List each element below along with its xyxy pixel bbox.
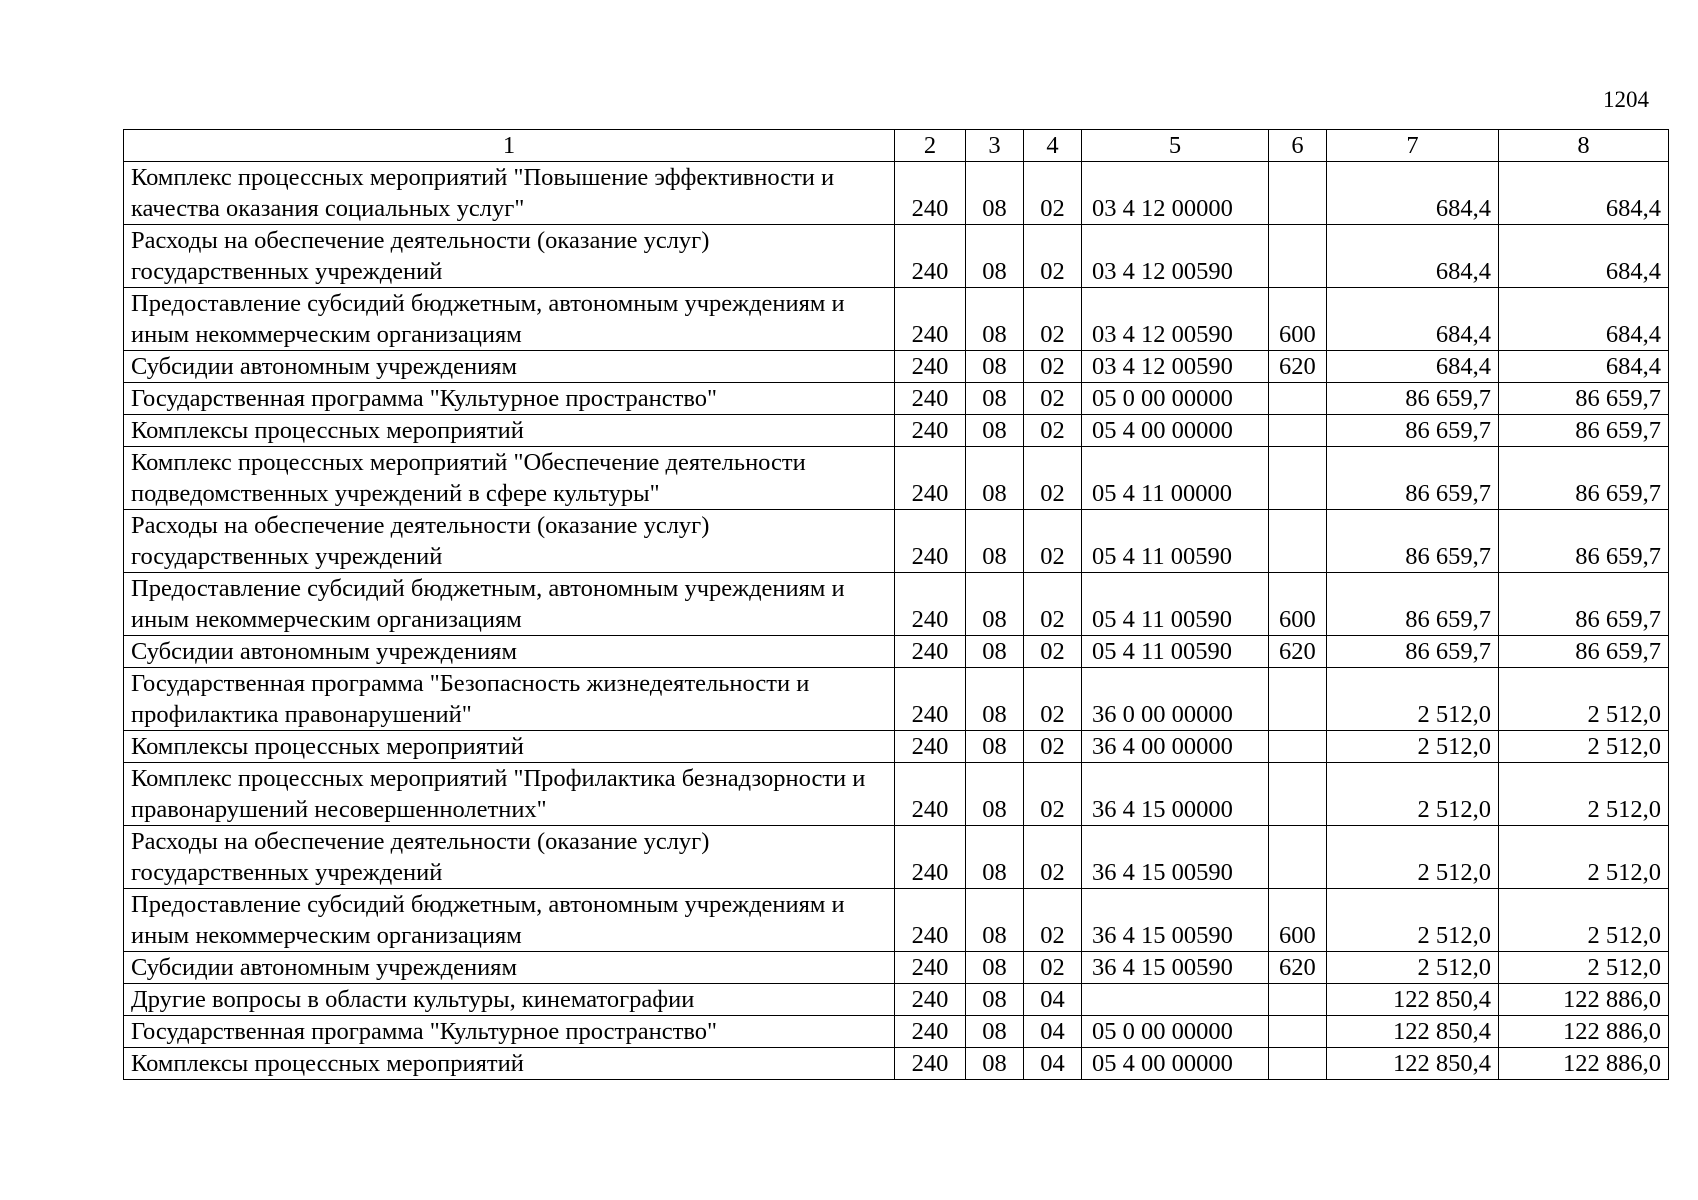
header-col-8: 8 — [1499, 130, 1669, 162]
table-row — [124, 636, 1669, 668]
table-row — [124, 668, 1669, 731]
row-admin-code-cell: 240 — [895, 510, 966, 573]
header-col-2: 2 — [895, 130, 966, 162]
table-row — [124, 162, 1669, 225]
header-col-7: 7 — [1327, 130, 1499, 162]
row-expense-type-cell: 600 — [1269, 288, 1327, 351]
row-target-article-cell: 05 4 11 00590 — [1082, 510, 1269, 573]
page-number: 1204 — [1603, 87, 1649, 112]
row-target-article-cell: 36 4 00 00000 — [1082, 731, 1269, 763]
row-section-cell: 08 — [966, 1048, 1024, 1080]
row-admin-code-cell: 240 — [895, 383, 966, 415]
table-row — [124, 415, 1669, 447]
row-subsection-cell: 02 — [1024, 731, 1082, 763]
row-amount-1-cell: 684,4 — [1327, 225, 1499, 288]
row-amount-1-cell: 684,4 — [1327, 351, 1499, 383]
table-row — [124, 351, 1669, 383]
row-expense-type-cell — [1269, 225, 1327, 288]
row-subsection-cell: 02 — [1024, 636, 1082, 668]
row-target-article-cell: 05 4 00 00000 — [1082, 415, 1269, 447]
row-amount-1-cell: 86 659,7 — [1327, 573, 1499, 636]
row-name-cell: Государственная программа "Культурное пространство" — [124, 383, 895, 415]
row-subsection-cell: 02 — [1024, 288, 1082, 351]
row-amount-1-cell: 122 850,4 — [1327, 1016, 1499, 1048]
header-row — [124, 130, 1669, 162]
row-admin-code-cell: 240 — [895, 889, 966, 952]
row-expense-type-cell — [1269, 383, 1327, 415]
row-amount-2-cell: 122 886,0 — [1499, 1048, 1669, 1080]
row-subsection-cell: 02 — [1024, 952, 1082, 984]
row-name-cell: Комплексы процессных мероприятий — [124, 731, 895, 763]
table-row — [124, 447, 1669, 510]
row-expense-type-cell — [1269, 763, 1327, 826]
row-admin-code-cell: 240 — [895, 952, 966, 984]
row-amount-2-cell: 684,4 — [1499, 351, 1669, 383]
header-col-1: 1 — [124, 130, 895, 162]
row-admin-code-cell: 240 — [895, 162, 966, 225]
row-amount-1-cell: 684,4 — [1327, 288, 1499, 351]
row-section-cell: 08 — [966, 415, 1024, 447]
row-target-article-cell: 05 4 11 00590 — [1082, 573, 1269, 636]
row-amount-1-cell: 86 659,7 — [1327, 415, 1499, 447]
table-row — [124, 763, 1669, 826]
table-row — [124, 510, 1669, 573]
row-amount-2-cell: 2 512,0 — [1499, 763, 1669, 826]
header-col-5: 5 — [1082, 130, 1269, 162]
row-amount-2-cell: 2 512,0 — [1499, 889, 1669, 952]
row-admin-code-cell: 240 — [895, 288, 966, 351]
row-expense-type-cell — [1269, 731, 1327, 763]
table-row — [124, 1048, 1669, 1080]
row-subsection-cell: 02 — [1024, 225, 1082, 288]
row-section-cell: 08 — [966, 984, 1024, 1016]
row-name-cell: Государственная программа "Культурное пространство" — [124, 1016, 895, 1048]
row-subsection-cell: 02 — [1024, 162, 1082, 225]
row-name-cell: Субсидии автономным учреждениям — [124, 351, 895, 383]
row-target-article-cell: 36 4 15 00590 — [1082, 889, 1269, 952]
row-subsection-cell: 04 — [1024, 1048, 1082, 1080]
row-section-cell: 08 — [966, 1016, 1024, 1048]
row-expense-type-cell — [1269, 1016, 1327, 1048]
row-expense-type-cell — [1269, 668, 1327, 731]
row-amount-1-cell: 2 512,0 — [1327, 763, 1499, 826]
row-section-cell: 08 — [966, 225, 1024, 288]
row-subsection-cell: 02 — [1024, 383, 1082, 415]
row-amount-2-cell: 86 659,7 — [1499, 636, 1669, 668]
row-section-cell: 08 — [966, 826, 1024, 889]
row-subsection-cell: 02 — [1024, 573, 1082, 636]
row-expense-type-cell: 600 — [1269, 573, 1327, 636]
row-admin-code-cell: 240 — [895, 731, 966, 763]
header-col-6: 6 — [1269, 130, 1327, 162]
row-name-cell: Субсидии автономным учреждениям — [124, 952, 895, 984]
row-subsection-cell: 02 — [1024, 415, 1082, 447]
row-target-article-cell: 05 4 00 00000 — [1082, 1048, 1269, 1080]
row-expense-type-cell: 620 — [1269, 952, 1327, 984]
budget-table — [123, 129, 1669, 1080]
row-amount-2-cell: 86 659,7 — [1499, 415, 1669, 447]
row-subsection-cell: 02 — [1024, 668, 1082, 731]
row-amount-2-cell: 684,4 — [1499, 162, 1669, 225]
row-admin-code-cell: 240 — [895, 225, 966, 288]
row-amount-1-cell: 2 512,0 — [1327, 731, 1499, 763]
row-amount-2-cell: 2 512,0 — [1499, 826, 1669, 889]
row-amount-2-cell: 122 886,0 — [1499, 1016, 1669, 1048]
row-target-article-cell: 05 4 11 00590 — [1082, 636, 1269, 668]
row-name-cell: Комплексы процессных мероприятий — [124, 415, 895, 447]
row-target-article-cell — [1082, 984, 1269, 1016]
row-name-cell: Предоставление субсидий бюджетным, автономным учреждениям и иным некоммерческим организациям — [124, 889, 895, 952]
row-expense-type-cell — [1269, 984, 1327, 1016]
row-subsection-cell: 04 — [1024, 984, 1082, 1016]
row-name-cell: Субсидии автономным учреждениям — [124, 636, 895, 668]
row-subsection-cell: 02 — [1024, 763, 1082, 826]
row-section-cell: 08 — [966, 447, 1024, 510]
row-subsection-cell: 02 — [1024, 447, 1082, 510]
row-name-cell: Расходы на обеспечение деятельности (оказание услуг) государственных учреждений — [124, 225, 895, 288]
row-section-cell: 08 — [966, 288, 1024, 351]
row-section-cell: 08 — [966, 889, 1024, 952]
row-target-article-cell: 03 4 12 00000 — [1082, 162, 1269, 225]
row-target-article-cell: 05 0 00 00000 — [1082, 383, 1269, 415]
row-admin-code-cell: 240 — [895, 636, 966, 668]
row-admin-code-cell: 240 — [895, 447, 966, 510]
row-target-article-cell: 03 4 12 00590 — [1082, 351, 1269, 383]
row-admin-code-cell: 240 — [895, 1048, 966, 1080]
row-amount-2-cell: 122 886,0 — [1499, 984, 1669, 1016]
row-subsection-cell: 02 — [1024, 351, 1082, 383]
row-section-cell: 08 — [966, 510, 1024, 573]
table-row — [124, 984, 1669, 1016]
row-expense-type-cell — [1269, 1048, 1327, 1080]
row-target-article-cell: 36 4 15 00590 — [1082, 826, 1269, 889]
row-amount-2-cell: 86 659,7 — [1499, 383, 1669, 415]
row-expense-type-cell — [1269, 826, 1327, 889]
row-amount-1-cell: 2 512,0 — [1327, 668, 1499, 731]
row-amount-1-cell: 2 512,0 — [1327, 889, 1499, 952]
row-subsection-cell: 02 — [1024, 510, 1082, 573]
row-admin-code-cell: 240 — [895, 415, 966, 447]
row-name-cell: Другие вопросы в области культуры, кинематографии — [124, 984, 895, 1016]
row-amount-2-cell: 2 512,0 — [1499, 952, 1669, 984]
row-section-cell: 08 — [966, 763, 1024, 826]
table-row — [124, 573, 1669, 636]
row-section-cell: 08 — [966, 668, 1024, 731]
table-row — [124, 225, 1669, 288]
row-section-cell: 08 — [966, 573, 1024, 636]
table-row — [124, 731, 1669, 763]
row-name-cell: Комплекс процессных мероприятий "Профилактика безнадзорности и правонарушений несовершеннолетних" — [124, 763, 895, 826]
row-amount-2-cell: 86 659,7 — [1499, 510, 1669, 573]
row-expense-type-cell: 620 — [1269, 351, 1327, 383]
table-row — [124, 383, 1669, 415]
row-name-cell: Расходы на обеспечение деятельности (оказание услуг) государственных учреждений — [124, 826, 895, 889]
row-section-cell: 08 — [966, 731, 1024, 763]
row-section-cell: 08 — [966, 636, 1024, 668]
row-expense-type-cell — [1269, 510, 1327, 573]
row-amount-1-cell: 86 659,7 — [1327, 447, 1499, 510]
table-row — [124, 952, 1669, 984]
row-target-article-cell: 05 0 00 00000 — [1082, 1016, 1269, 1048]
table-row — [124, 288, 1669, 351]
table-row — [124, 1016, 1669, 1048]
row-subsection-cell: 04 — [1024, 1016, 1082, 1048]
row-amount-2-cell: 684,4 — [1499, 288, 1669, 351]
row-target-article-cell: 36 4 15 00000 — [1082, 763, 1269, 826]
row-name-cell: Комплекс процессных мероприятий "Повышение эффективности и качества оказания социальных услуг" — [124, 162, 895, 225]
row-admin-code-cell: 240 — [895, 984, 966, 1016]
row-expense-type-cell — [1269, 162, 1327, 225]
row-admin-code-cell: 240 — [895, 351, 966, 383]
row-subsection-cell: 02 — [1024, 889, 1082, 952]
row-amount-1-cell: 122 850,4 — [1327, 1048, 1499, 1080]
row-amount-1-cell: 122 850,4 — [1327, 984, 1499, 1016]
row-expense-type-cell: 620 — [1269, 636, 1327, 668]
header-col-4: 4 — [1024, 130, 1082, 162]
table-row — [124, 889, 1669, 952]
row-name-cell: Расходы на обеспечение деятельности (оказание услуг) государственных учреждений — [124, 510, 895, 573]
row-admin-code-cell: 240 — [895, 1016, 966, 1048]
row-expense-type-cell: 600 — [1269, 889, 1327, 952]
row-amount-2-cell: 2 512,0 — [1499, 731, 1669, 763]
row-target-article-cell: 03 4 12 00590 — [1082, 225, 1269, 288]
row-name-cell: Предоставление субсидий бюджетным, автономным учреждениям и иным некоммерческим организациям — [124, 573, 895, 636]
row-name-cell: Предоставление субсидий бюджетным, автономным учреждениям и иным некоммерческим организациям — [124, 288, 895, 351]
row-subsection-cell: 02 — [1024, 826, 1082, 889]
row-section-cell: 08 — [966, 952, 1024, 984]
row-section-cell: 08 — [966, 162, 1024, 225]
row-amount-1-cell: 2 512,0 — [1327, 826, 1499, 889]
row-amount-1-cell: 86 659,7 — [1327, 383, 1499, 415]
row-name-cell: Комплекс процессных мероприятий "Обеспечение деятельности подведомственных учреждений в сфере культуры" — [124, 447, 895, 510]
row-amount-1-cell: 684,4 — [1327, 162, 1499, 225]
header-col-3: 3 — [966, 130, 1024, 162]
row-amount-1-cell: 86 659,7 — [1327, 510, 1499, 573]
row-amount-2-cell: 86 659,7 — [1499, 447, 1669, 510]
table-body — [124, 162, 1669, 1080]
row-amount-2-cell: 684,4 — [1499, 225, 1669, 288]
row-target-article-cell: 03 4 12 00590 — [1082, 288, 1269, 351]
row-target-article-cell: 36 4 15 00590 — [1082, 952, 1269, 984]
row-name-cell: Комплексы процессных мероприятий — [124, 1048, 895, 1080]
row-amount-1-cell: 86 659,7 — [1327, 636, 1499, 668]
row-section-cell: 08 — [966, 351, 1024, 383]
row-target-article-cell: 05 4 11 00000 — [1082, 447, 1269, 510]
row-expense-type-cell — [1269, 415, 1327, 447]
row-admin-code-cell: 240 — [895, 763, 966, 826]
row-amount-2-cell: 86 659,7 — [1499, 573, 1669, 636]
row-section-cell: 08 — [966, 383, 1024, 415]
row-expense-type-cell — [1269, 447, 1327, 510]
row-target-article-cell: 36 0 00 00000 — [1082, 668, 1269, 731]
row-amount-1-cell: 2 512,0 — [1327, 952, 1499, 984]
row-admin-code-cell: 240 — [895, 668, 966, 731]
row-admin-code-cell: 240 — [895, 573, 966, 636]
table-row — [124, 826, 1669, 889]
row-admin-code-cell: 240 — [895, 826, 966, 889]
row-amount-2-cell: 2 512,0 — [1499, 668, 1669, 731]
row-name-cell: Государственная программа "Безопасность жизнедеятельности и профилактика правонарушений" — [124, 668, 895, 731]
